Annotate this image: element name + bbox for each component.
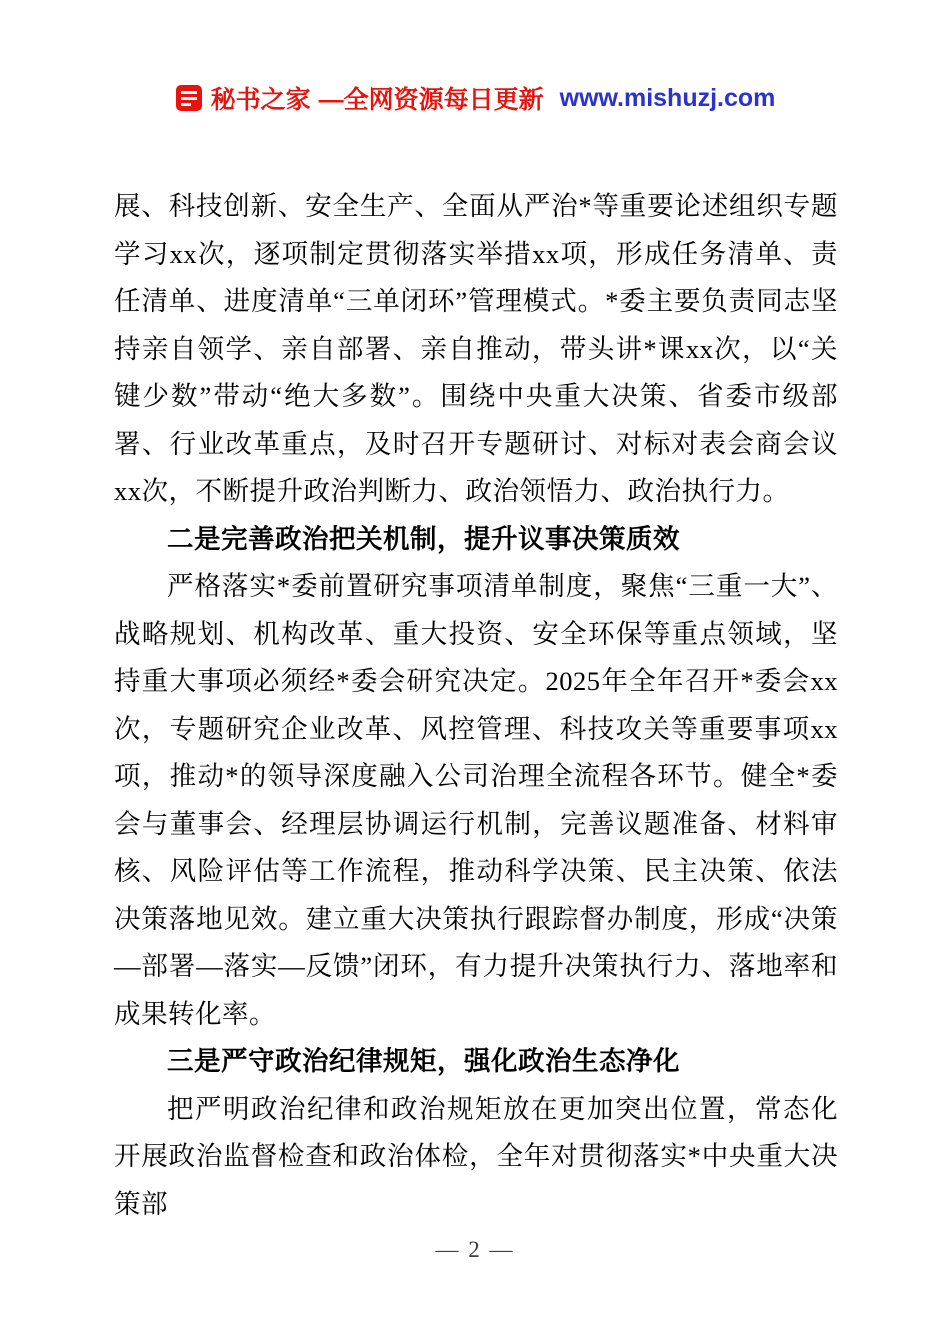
paragraph-political-study: 展、科技创新、安全生产、全面从严治*等重要论述组织专题学习xx次，逐项制定贯彻落实举措xx项，形成任务清单、责任清单、进度清单“三单闭环”管理模式。*委主要负责同志坚持亲自领学、亲自部署、亲自推动，带头讲*课xx次，以“关键少数”带动“绝大多数”。围绕中央重大决策、省委市级部署、行业改革重点，及时召开专题研讨、对标对表会商会议xx次，不断提升政治判断力、政治领悟力、政治执行力。 (114, 191, 838, 506)
heading-point-three: 三是严守政治纪律规矩，强化政治生态净化 (167, 1046, 680, 1076)
page-number: — 2 — (435, 1237, 515, 1262)
site-url-link[interactable]: www.mishuzj.com (559, 83, 776, 112)
site-logo-icon (175, 84, 203, 112)
site-name: 秘书之家 (210, 86, 311, 114)
paragraph-decision-mechanism: 严格落实*委前置研究事项清单制度，聚焦“三重一大”、战略规划、机构改革、重大投资、安全环保等重点领域，坚持重大事项必须经*委会研究决定。2025年全年召开*委会xx次，专题研究企业改革、风控管理、科技攻关等重要事项xx项，推动*的领导深度融入公司治理全流程各环节。健全*委会与董事会、经理层协调运行机制，完善议题准备、材料审核、风险评估等工作流程，推动科学决策、民主决策、依法决策落地见效。建立重大决策执行跟踪督办制度，形成“决策—部署—落实—反馈”闭环，有力提升决策执行力、落地率和成果转化率。 (114, 571, 838, 1029)
site-header (0, 80, 950, 116)
heading-point-two: 二是完善政治把关机制，提升议事决策质效 (167, 523, 680, 554)
document-body (114, 183, 838, 1228)
paragraph-political-discipline: 把严明政治纪律和政治规矩放在更加突出位置，常态化开展政治监督检查和政治体检，全年对贯彻落实*中央重大决策部 (114, 1093, 838, 1219)
site-tagline: —全网资源每日更新 (318, 86, 544, 114)
